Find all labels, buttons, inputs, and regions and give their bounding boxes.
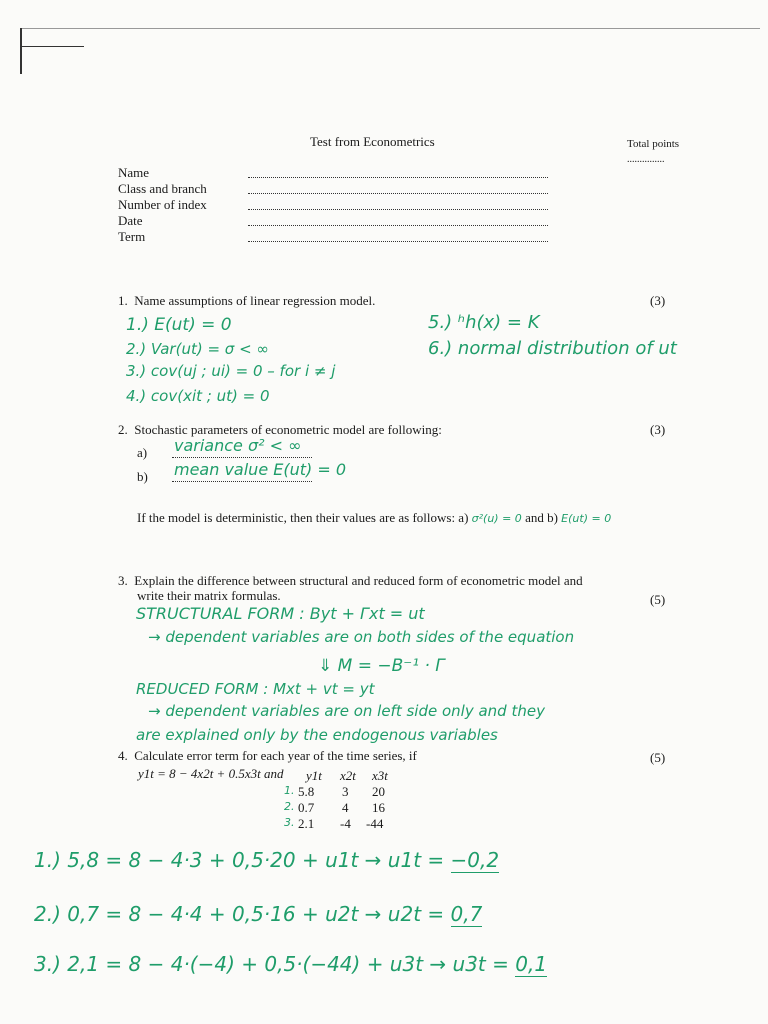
date-field	[248, 225, 548, 226]
question-1	[118, 293, 375, 309]
question-4-formula: y1t = 8 − 4x2t + 0.5x3t and	[138, 766, 284, 781]
answer-4-row-3-equation: 3.) 2,1 = 8 − 4·(−4) + 0,5·(−44) + u3t → u3t =	[34, 952, 509, 976]
total-points-label: Total points	[627, 138, 680, 150]
corner-mark	[20, 28, 28, 74]
row-1-x2: 3	[342, 784, 349, 799]
answer-4-row-3-result: 0,1	[515, 952, 548, 976]
answer-4-row-2-equation: 2.) 0,7 = 8 − 4·4 + 0,5·16 + u2t → u2t =	[34, 902, 445, 926]
answer-4-row-1-equation: 1.) 5,8 = 8 − 4·3 + 0,5·20 + u1t → u1t =	[34, 848, 445, 872]
row-2-x2: 4	[342, 800, 349, 815]
table-header-x2: x2t	[340, 768, 356, 783]
question-3-points: (5)	[650, 592, 666, 607]
answer-3-structural-note: → dependent variables are on both sides of the equation	[148, 628, 575, 646]
question-3-text-2: write their matrix formulas.	[137, 588, 281, 603]
row-2-y: 0.7	[298, 800, 315, 815]
page-title: Test from Econometrics	[310, 134, 435, 149]
answer-1-item-3: 3.) cov(uj ; ui) = 0 – for i ≠ j	[126, 362, 336, 380]
answer-3-reduced-note-2: are explained only by the endogenous variables	[136, 726, 498, 744]
answer-4-row-1-result: −0,2	[450, 848, 500, 872]
question-3-text-1: Explain the difference between structural and reduced form of econometric model and	[134, 573, 583, 588]
row-1-mark: 1.	[284, 784, 295, 797]
answer-3-structural: STRUCTURAL FORM : Byt + Γxt = ut	[136, 604, 425, 623]
question-4-number: 4.	[118, 748, 128, 763]
question-4-text: Calculate error term for each year of the time series, if	[134, 748, 417, 763]
row-2-mark: 2.	[284, 800, 295, 813]
answer-3-reduced: REDUCED FORM : Mxt + vt = yt	[136, 680, 375, 698]
question-2-b-label: b)	[137, 469, 148, 484]
answer-4-row-2	[34, 902, 482, 926]
question-3-number: 3.	[118, 573, 128, 588]
answer-2-a-line	[172, 457, 312, 458]
answer-4-row-2-result: 0,7	[450, 902, 483, 926]
total-points-field: ...............	[627, 154, 665, 165]
row-3-y: 2.1	[298, 816, 315, 831]
answer-4-row-1	[34, 848, 499, 872]
page-tick-mark	[22, 46, 84, 47]
question-4	[118, 748, 417, 764]
question-1-number: 1.	[118, 293, 128, 308]
question-2-number: 2.	[118, 422, 128, 437]
answer-3-matrix-formula: ⇓ M = −B⁻¹ · Γ	[318, 656, 445, 676]
date-label: Date	[118, 213, 143, 228]
index-number-field	[248, 209, 548, 210]
class-branch-label: Class and branch	[118, 181, 207, 196]
answer-1-item-6: 6.) normal distribution of ut	[428, 338, 677, 359]
answer-2-a: variance σ² < ∞	[174, 436, 302, 455]
deterministic-mid: and b)	[525, 510, 558, 525]
answer-2-b: mean value E(ut) = 0	[174, 460, 347, 479]
question-3-line-1	[118, 573, 583, 589]
term-label: Term	[118, 229, 146, 244]
deterministic-line	[137, 510, 611, 526]
row-3-x2: -4	[340, 816, 351, 831]
term-field	[248, 241, 548, 242]
name-field	[248, 177, 548, 178]
row-3-x3: -44	[366, 816, 384, 831]
question-2-points: (3)	[650, 422, 666, 437]
answer-1-item-1: 1.) E(ut) = 0	[126, 315, 232, 335]
answer-4-row-3	[34, 952, 547, 976]
row-3-mark: 3.	[284, 816, 295, 829]
question-2-a-label: a)	[137, 445, 148, 460]
row-1-x3: 20	[372, 784, 385, 799]
question-1-text: Name assumptions of linear regression model.	[134, 293, 376, 308]
answer-1-item-4: 4.) cov(xit ; ut) = 0	[126, 387, 270, 405]
answer-1-item-5: 5.) ʰh(x) = K	[428, 312, 540, 333]
question-1-points: (3)	[650, 293, 666, 308]
row-1-y: 5.8	[298, 784, 315, 799]
index-number-label: Number of index	[118, 197, 207, 212]
deterministic-answer-b: E(ut) = 0	[561, 512, 612, 525]
deterministic-prefix: If the model is deterministic, then their values are as follows: a)	[137, 510, 469, 525]
answer-1-item-2: 2.) Var(ut) = σ < ∞	[126, 340, 269, 358]
question-2-text: Stochastic parameters of econometric model are following:	[134, 422, 442, 437]
answer-3-reduced-note-1: → dependent variables are on left side only and they	[148, 702, 545, 720]
table-header-x3: x3t	[372, 768, 388, 783]
class-branch-field	[248, 193, 548, 194]
question-4-points: (5)	[650, 750, 666, 765]
row-2-x3: 16	[372, 800, 385, 815]
answer-2-b-line	[172, 481, 312, 482]
table-header-y: y1t	[306, 768, 322, 783]
page-top-rule	[20, 28, 760, 29]
name-label: Name	[118, 165, 150, 180]
deterministic-answer-a: σ²(u) = 0	[471, 512, 522, 525]
